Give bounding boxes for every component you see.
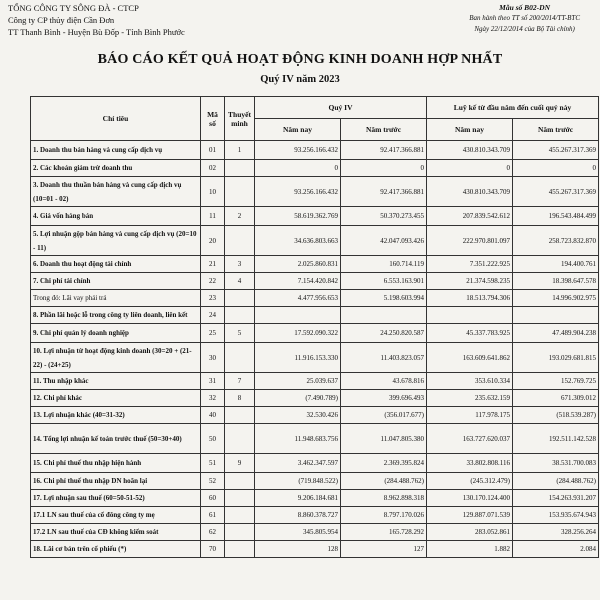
- table-row: [31, 390, 599, 407]
- row-code: 30: [201, 343, 225, 373]
- quarter-this-year-value: 2.025.860.831: [255, 256, 341, 273]
- issued-line-1: Ban hành theo TT số 200/2014/TT-BTC: [469, 14, 580, 22]
- ytd-last-year-value: 196.543.484.499: [513, 207, 599, 226]
- company-group: TỔNG CÔNG TY SÔNG ĐÀ - CTCP: [8, 3, 139, 13]
- company-address: TT Thanh Bình - Huyện Bù Đốp - Tỉnh Bình Phước: [8, 27, 185, 37]
- ytd-last-year-value: 258.723.832.870: [513, 226, 599, 256]
- ytd-last-year-value: 153.935.674.943: [513, 507, 599, 524]
- row-label: 17.1 LN sau thuế của cổ đông công ty mẹ: [31, 507, 201, 524]
- row-label: 9. Chi phí quản lý doanh nghiệp: [31, 324, 201, 343]
- quarter-this-year-value: 32.530.426: [255, 407, 341, 424]
- income-statement-table: [30, 96, 599, 558]
- col-header-ytd-last-year: Năm trước: [513, 119, 599, 141]
- quarter-this-year-value: [255, 307, 341, 324]
- quarter-last-year-value: 160.714.119: [341, 256, 427, 273]
- row-label: 10. Lợi nhuận từ hoạt động kinh doanh (30=20 + (21-22) - (24+25): [31, 343, 201, 373]
- table-row: [31, 507, 599, 524]
- quarter-last-year-value: 43.678.816: [341, 373, 427, 390]
- quarter-last-year-value: 42.047.093.426: [341, 226, 427, 256]
- col-header-quarter: Quý IV: [255, 97, 427, 119]
- quarter-this-year-value: 11.948.683.756: [255, 424, 341, 454]
- row-note: [225, 473, 255, 490]
- row-label: 8. Phần lãi hoặc lỗ trong công ty liên doanh, liên kết: [31, 307, 201, 324]
- row-label: 16. Chi phí thuế thu nhập DN hoãn lại: [31, 473, 201, 490]
- ytd-last-year-value: 154.263.931.207: [513, 490, 599, 507]
- ytd-this-year-value: 283.052.861: [427, 524, 513, 541]
- ytd-this-year-value: 130.170.124.400: [427, 490, 513, 507]
- row-code: 23: [201, 290, 225, 307]
- issued-line-2: Ngày 22/12/2014 của Bộ Tài chính): [474, 25, 575, 33]
- ytd-last-year-value: 455.267.317.369: [513, 177, 599, 207]
- ytd-this-year-value: 430.810.343.709: [427, 177, 513, 207]
- ytd-this-year-value: 33.802.808.116: [427, 454, 513, 473]
- quarter-last-year-value: [341, 307, 427, 324]
- report-period: Quý IV năm 2023: [260, 74, 340, 85]
- table-row: [31, 407, 599, 424]
- table-row: [31, 177, 599, 207]
- row-label: 4. Giá vốn hàng bán: [31, 207, 201, 226]
- row-note: 8: [225, 390, 255, 407]
- row-label: 12. Chi phí khác: [31, 390, 201, 407]
- table-row: [31, 490, 599, 507]
- row-code: 22: [201, 273, 225, 290]
- row-code: 24: [201, 307, 225, 324]
- row-code: 31: [201, 373, 225, 390]
- row-label: Trong đó: Lãi vay phải trả: [31, 290, 201, 307]
- ytd-last-year-value: (284.488.762): [513, 473, 599, 490]
- quarter-this-year-value: (7.490.789): [255, 390, 341, 407]
- table-row: [31, 256, 599, 273]
- quarter-this-year-value: 34.636.803.663: [255, 226, 341, 256]
- row-label: 17.2 LN sau thuế của CĐ không kiểm soát: [31, 524, 201, 541]
- quarter-last-year-value: (284.488.762): [341, 473, 427, 490]
- table-row: [31, 454, 599, 473]
- row-note: 1: [225, 141, 255, 160]
- quarter-last-year-value: 165.728.292: [341, 524, 427, 541]
- quarter-this-year-value: 128: [255, 541, 341, 558]
- table-row: [31, 160, 599, 177]
- form-header: [469, 2, 580, 35]
- row-code: 10: [201, 177, 225, 207]
- quarter-last-year-value: 50.370.273.455: [341, 207, 427, 226]
- quarter-this-year-value: 17.592.090.322: [255, 324, 341, 343]
- form-number: Mẫu số B02-DN: [499, 3, 551, 12]
- ytd-last-year-value: 18.398.647.578: [513, 273, 599, 290]
- ytd-last-year-value: (518.539.287): [513, 407, 599, 424]
- table-row: [31, 524, 599, 541]
- row-note: 5: [225, 324, 255, 343]
- col-header-code: Mã số: [201, 97, 225, 141]
- ytd-last-year-value: [513, 307, 599, 324]
- row-label: 6. Doanh thu hoạt động tài chính: [31, 256, 201, 273]
- table-row: [31, 541, 599, 558]
- row-note: 2: [225, 207, 255, 226]
- ytd-last-year-value: 14.996.902.975: [513, 290, 599, 307]
- ytd-this-year-value: 117.978.175: [427, 407, 513, 424]
- row-code: 21: [201, 256, 225, 273]
- table-row: [31, 141, 599, 160]
- ytd-this-year-value: 21.374.598.235: [427, 273, 513, 290]
- ytd-this-year-value: (245.312.479): [427, 473, 513, 490]
- ytd-this-year-value: 430.810.343.709: [427, 141, 513, 160]
- row-code: 52: [201, 473, 225, 490]
- ytd-this-year-value: 0: [427, 160, 513, 177]
- ytd-this-year-value: 207.839.542.612: [427, 207, 513, 226]
- company-name: Công ty CP thủy điện Cần Đơn: [8, 15, 115, 25]
- ytd-last-year-value: 152.769.725: [513, 373, 599, 390]
- row-note: [225, 541, 255, 558]
- row-label: 7. Chi phí tài chính: [31, 273, 201, 290]
- report-title: BÁO CÁO KẾT QUẢ HOẠT ĐỘNG KINH DOANH HỢP NHẤT: [97, 52, 503, 67]
- row-code: 50: [201, 424, 225, 454]
- row-note: [225, 490, 255, 507]
- row-label: 1. Doanh thu bán hàng và cung cấp dịch vụ: [31, 141, 201, 160]
- ytd-last-year-value: 193.029.681.815: [513, 343, 599, 373]
- row-code: 02: [201, 160, 225, 177]
- ytd-last-year-value: 47.489.904.238: [513, 324, 599, 343]
- col-header-q-this-year: Năm nay: [255, 119, 341, 141]
- row-note: [225, 507, 255, 524]
- row-note: 7: [225, 373, 255, 390]
- quarter-this-year-value: 345.805.954: [255, 524, 341, 541]
- row-note: [225, 160, 255, 177]
- row-code: 32: [201, 390, 225, 407]
- table-row: [31, 207, 599, 226]
- quarter-last-year-value: (356.017.677): [341, 407, 427, 424]
- row-code: 25: [201, 324, 225, 343]
- table-row: [31, 290, 599, 307]
- quarter-last-year-value: 2.369.395.824: [341, 454, 427, 473]
- row-label: 14. Tổng lợi nhuận kế toán trước thuế (50=30+40): [31, 424, 201, 454]
- row-code: 40: [201, 407, 225, 424]
- row-code: 01: [201, 141, 225, 160]
- quarter-this-year-value: 4.477.956.653: [255, 290, 341, 307]
- quarter-last-year-value: 0: [341, 160, 427, 177]
- quarter-this-year-value: 0: [255, 160, 341, 177]
- quarter-last-year-value: 6.553.163.901: [341, 273, 427, 290]
- quarter-last-year-value: 5.198.603.994: [341, 290, 427, 307]
- table-row: [31, 226, 599, 256]
- row-label: 5. Lợi nhuận gộp bán hàng và cung cấp dịch vụ (20=10 - 11): [31, 226, 201, 256]
- row-note: [225, 407, 255, 424]
- row-label: 15. Chi phí thuế thu nhập hiện hành: [31, 454, 201, 473]
- row-label: 17. Lợi nhuận sau thuế (60=50-51-52): [31, 490, 201, 507]
- quarter-last-year-value: 8.797.170.026: [341, 507, 427, 524]
- ytd-this-year-value: 45.337.783.925: [427, 324, 513, 343]
- table-body: [31, 141, 599, 558]
- ytd-this-year-value: 129.887.071.539: [427, 507, 513, 524]
- ytd-this-year-value: 1.882: [427, 541, 513, 558]
- quarter-last-year-value: 11.047.805.380: [341, 424, 427, 454]
- row-label: 18. Lãi cơ bản trên cổ phiếu (*): [31, 541, 201, 558]
- row-note: 9: [225, 454, 255, 473]
- row-code: 20: [201, 226, 225, 256]
- ytd-last-year-value: 2.084: [513, 541, 599, 558]
- quarter-this-year-value: (719.848.522): [255, 473, 341, 490]
- ytd-this-year-value: 18.513.794.306: [427, 290, 513, 307]
- row-note: [225, 524, 255, 541]
- row-code: 60: [201, 490, 225, 507]
- table-row: [31, 424, 599, 454]
- col-header-q-last-year: Năm trước: [341, 119, 427, 141]
- row-label: 11. Thu nhập khác: [31, 373, 201, 390]
- row-label: 13. Lợi nhuận khác (40=31-32): [31, 407, 201, 424]
- quarter-last-year-value: 127: [341, 541, 427, 558]
- row-note: [225, 226, 255, 256]
- quarter-last-year-value: 399.696.493: [341, 390, 427, 407]
- col-header-ytd-this-year: Năm nay: [427, 119, 513, 141]
- quarter-last-year-value: 92.417.366.881: [341, 177, 427, 207]
- quarter-this-year-value: 7.154.420.842: [255, 273, 341, 290]
- quarter-this-year-value: 93.256.166.432: [255, 141, 341, 160]
- company-header: [8, 2, 185, 38]
- ytd-this-year-value: 163.609.641.862: [427, 343, 513, 373]
- table-row: [31, 324, 599, 343]
- row-label: 3. Doanh thu thuần bán hàng và cung cấp dịch vụ (10=01 - 02): [31, 177, 201, 207]
- ytd-this-year-value: 235.632.159: [427, 390, 513, 407]
- quarter-this-year-value: 93.256.166.432: [255, 177, 341, 207]
- quarter-this-year-value: 58.619.362.769: [255, 207, 341, 226]
- row-note: [225, 307, 255, 324]
- ytd-last-year-value: 0: [513, 160, 599, 177]
- table-row: [31, 343, 599, 373]
- col-header-note: Thuyết minh: [225, 97, 255, 141]
- row-code: 51: [201, 454, 225, 473]
- quarter-last-year-value: 24.250.820.587: [341, 324, 427, 343]
- ytd-last-year-value: 455.267.317.369: [513, 141, 599, 160]
- quarter-last-year-value: 8.962.898.318: [341, 490, 427, 507]
- quarter-this-year-value: 8.860.378.727: [255, 507, 341, 524]
- row-label: 2. Các khoản giảm trừ doanh thu: [31, 160, 201, 177]
- quarter-this-year-value: 11.916.153.330: [255, 343, 341, 373]
- ytd-this-year-value: 7.351.222.925: [427, 256, 513, 273]
- col-header-ytd: Luỹ kế từ đầu năm đến cuối quý này: [427, 97, 599, 119]
- quarter-this-year-value: 3.462.347.597: [255, 454, 341, 473]
- table-row: [31, 273, 599, 290]
- table-row: [31, 373, 599, 390]
- ytd-last-year-value: 328.256.264: [513, 524, 599, 541]
- row-code: 70: [201, 541, 225, 558]
- ytd-this-year-value: 353.610.334: [427, 373, 513, 390]
- quarter-last-year-value: 11.403.823.057: [341, 343, 427, 373]
- row-note: 3: [225, 256, 255, 273]
- ytd-last-year-value: 671.309.012: [513, 390, 599, 407]
- ytd-last-year-value: 194.400.761: [513, 256, 599, 273]
- row-code: 11: [201, 207, 225, 226]
- ytd-this-year-value: 222.970.801.097: [427, 226, 513, 256]
- table-row: [31, 473, 599, 490]
- quarter-last-year-value: 92.417.366.881: [341, 141, 427, 160]
- row-note: [225, 424, 255, 454]
- ytd-last-year-value: 192.511.142.528: [513, 424, 599, 454]
- row-note: [225, 177, 255, 207]
- col-header-indicator: Chỉ tiêu: [31, 97, 201, 141]
- ytd-last-year-value: 38.531.700.083: [513, 454, 599, 473]
- ytd-this-year-value: 163.727.620.037: [427, 424, 513, 454]
- table-row: [31, 307, 599, 324]
- row-code: 61: [201, 507, 225, 524]
- ytd-this-year-value: [427, 307, 513, 324]
- row-note: [225, 290, 255, 307]
- row-note: 4: [225, 273, 255, 290]
- quarter-this-year-value: 25.039.637: [255, 373, 341, 390]
- row-note: [225, 343, 255, 373]
- quarter-this-year-value: 9.206.184.681: [255, 490, 341, 507]
- row-code: 62: [201, 524, 225, 541]
